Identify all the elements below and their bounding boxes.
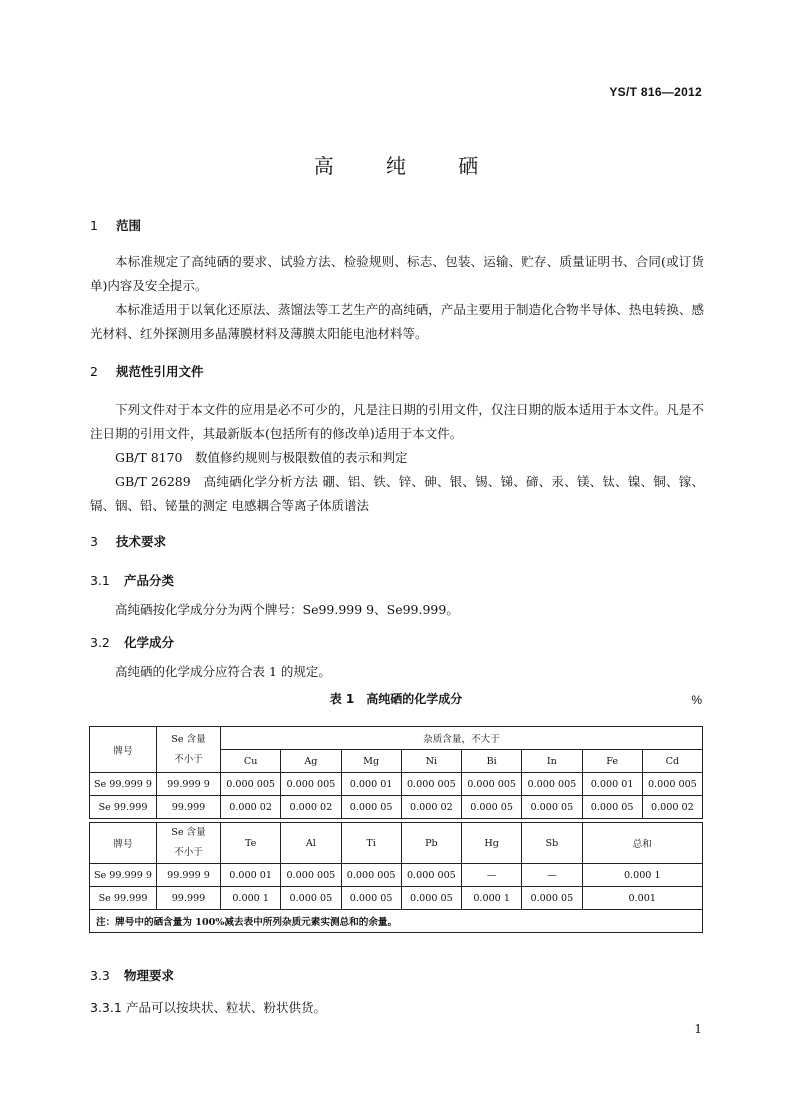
cell-value: 0.000 005: [522, 773, 582, 796]
cell-value: 0.000 05: [281, 887, 341, 910]
section-number: 2: [90, 364, 98, 379]
section-3-3-heading: [90, 966, 174, 984]
cell-value: 0.000 02: [642, 796, 702, 819]
document-title: [0, 150, 792, 179]
section-title: 范围: [116, 218, 142, 233]
section-number: 3.3: [90, 968, 110, 983]
table-header-row: [90, 727, 703, 750]
cell-total: 0.001: [582, 887, 703, 910]
cell-value: 0.000 05: [401, 887, 461, 910]
page-number: 1: [694, 1022, 702, 1036]
title-char: 硒: [458, 154, 479, 178]
section-title: 技术要求: [116, 534, 167, 549]
section-2-para: 下列文件对于本文件的应用是必不可少的，凡是注日期的引用文件，仅注日期的版本适用于本文件。凡是不注日期的引用文件，其最新版本(包括所有的修改单)适用于本文件。: [90, 402, 704, 441]
header-se-line: Se 含量: [171, 827, 206, 838]
section-title: 产品分类: [124, 573, 175, 588]
cell-value: 0.000 05: [582, 796, 642, 819]
clause-3-3-1: [90, 996, 704, 1020]
header-element: Cd: [642, 750, 702, 773]
header-element: Mg: [341, 750, 401, 773]
section-1-heading: [90, 216, 141, 234]
cell-total: 0.000 1: [582, 864, 703, 887]
cell-value: 0.000 05: [522, 796, 582, 819]
header-element: Hg: [462, 823, 522, 864]
table-unit: %: [691, 693, 702, 707]
cell-value: 0.000 005: [462, 773, 522, 796]
section-number: 3.2: [90, 635, 110, 650]
section-1-para-1: 本标准规定了高纯硒的要求、试验方法、检验规则、标志、包装、运输、贮存、质量证明书、合同(或订货单)内容及安全提示。: [90, 254, 704, 293]
header-se-content: [157, 727, 221, 773]
section-3-1-heading: [90, 571, 174, 589]
cell-value: 0.000 05: [522, 887, 582, 910]
clause-text: 产品可以按块状、粒状、粉状供货。: [126, 1000, 327, 1015]
cell-grade: Se 99.999 9: [90, 864, 157, 887]
table-note: 注：牌号中的硒含量为 100%减去表中所列杂质元素实测总和的余量。: [90, 910, 703, 933]
cell-value: 0.000 05: [341, 796, 401, 819]
header-element: Ni: [401, 750, 461, 773]
cell-se: 99.999 9: [157, 864, 221, 887]
header-element: Sb: [522, 823, 582, 864]
section-title: 规范性引用文件: [116, 364, 204, 379]
cell-value: 0.000 01: [341, 773, 401, 796]
section-title: 化学成分: [124, 635, 175, 650]
cell-value: 0.000 005: [281, 864, 341, 887]
cell-value: —: [522, 864, 582, 887]
header-impurity: 杂质含量，不大于: [221, 727, 703, 750]
title-char: 纯: [385, 154, 407, 178]
cell-value: 0.000 005: [642, 773, 702, 796]
cell-value: 0.000 05: [462, 796, 522, 819]
header-se-content: [157, 823, 221, 864]
cell-value: 0.000 005: [401, 773, 461, 796]
header-grade: 牌号: [90, 823, 157, 864]
header-se-line: Se 含量: [171, 733, 206, 745]
header-se-line: 不小于: [174, 753, 203, 765]
header-element: Al: [281, 823, 341, 864]
cell-se: 99.999: [157, 796, 221, 819]
title-char: 高: [313, 154, 334, 178]
header-element: Cu: [221, 750, 281, 773]
header-grade: 牌号: [90, 727, 157, 773]
header-element: Fe: [582, 750, 642, 773]
cell-grade: Se 99.999: [90, 796, 157, 819]
table-header-row: [90, 823, 703, 864]
table-caption: 表 1 高纯硒的化学成分: [329, 692, 463, 706]
cell-value: 0.000 005: [401, 864, 461, 887]
cell-value: 0.000 02: [281, 796, 341, 819]
cell-value: 0.000 02: [401, 796, 461, 819]
cell-value: 0.000 005: [221, 773, 281, 796]
header-element: Ag: [281, 750, 341, 773]
section-3-2-para: 高纯硒的化学成分应符合表 1 的规定。: [115, 664, 331, 679]
cell-value: 0.000 01: [221, 864, 281, 887]
cell-value: 0.000 05: [341, 887, 401, 910]
table-row: [90, 796, 703, 819]
reference-1: GB/T 8170 数值修约规则与极限数值的表示和判定: [115, 450, 408, 465]
cell-value: 0.000 1: [221, 887, 281, 910]
cell-value: —: [462, 864, 522, 887]
cell-grade: Se 99.999 9: [90, 773, 157, 796]
cell-value: 0.000 005: [341, 864, 401, 887]
cell-se: 99.999: [157, 887, 221, 910]
section-number: 1: [90, 218, 98, 233]
header-se-line: 不小于: [174, 847, 203, 858]
section-1-para-2: 本标准适用于以氧化还原法、蒸馏法等工艺生产的高纯硒，产品主要用于制造化合物半导体、热电转换、感光材料、红外探测用多晶薄膜材料及薄膜太阳能电池材料等。: [90, 302, 704, 341]
header-element: In: [522, 750, 582, 773]
section-number: 3.1: [90, 573, 110, 588]
header-element: Ti: [341, 823, 401, 864]
table-row: [90, 773, 703, 796]
header-element: Te: [221, 823, 281, 864]
cell-se: 99.999 9: [157, 773, 221, 796]
header-element: Bi: [462, 750, 522, 773]
cell-value: 0.000 005: [281, 773, 341, 796]
section-3-heading: [90, 532, 166, 550]
clause-number: 3.3.1: [90, 1000, 122, 1015]
header-element: Pb: [401, 823, 461, 864]
section-number: 3: [90, 534, 98, 549]
section-3-1-para: 高纯硒按化学成分分为两个牌号：Se99.999 9、Se99.999。: [115, 602, 459, 617]
cell-grade: Se 99.999: [90, 887, 157, 910]
section-2-heading: [90, 362, 204, 380]
standard-number: YS/T 816—2012: [609, 85, 702, 99]
header-total: 总和: [582, 823, 703, 864]
table-note-row: [90, 910, 703, 933]
table-row: [90, 864, 703, 887]
table-row: [90, 887, 703, 910]
reference-2: GB/T 26289 高纯硒化学分析方法 硼、铝、铁、锌、砷、银、锡、锑、碲、汞、镁、钛、镍、铜、镓、镉、铟、铅、铋量的测定 电感耦合等离子体质谱法: [90, 474, 704, 513]
section-3-2-heading: [90, 633, 174, 651]
cell-value: 0.000 01: [582, 773, 642, 796]
cell-value: 0.000 1: [462, 887, 522, 910]
cell-value: 0.000 02: [221, 796, 281, 819]
section-title: 物理要求: [124, 968, 175, 983]
chemical-composition-table: [89, 726, 703, 933]
